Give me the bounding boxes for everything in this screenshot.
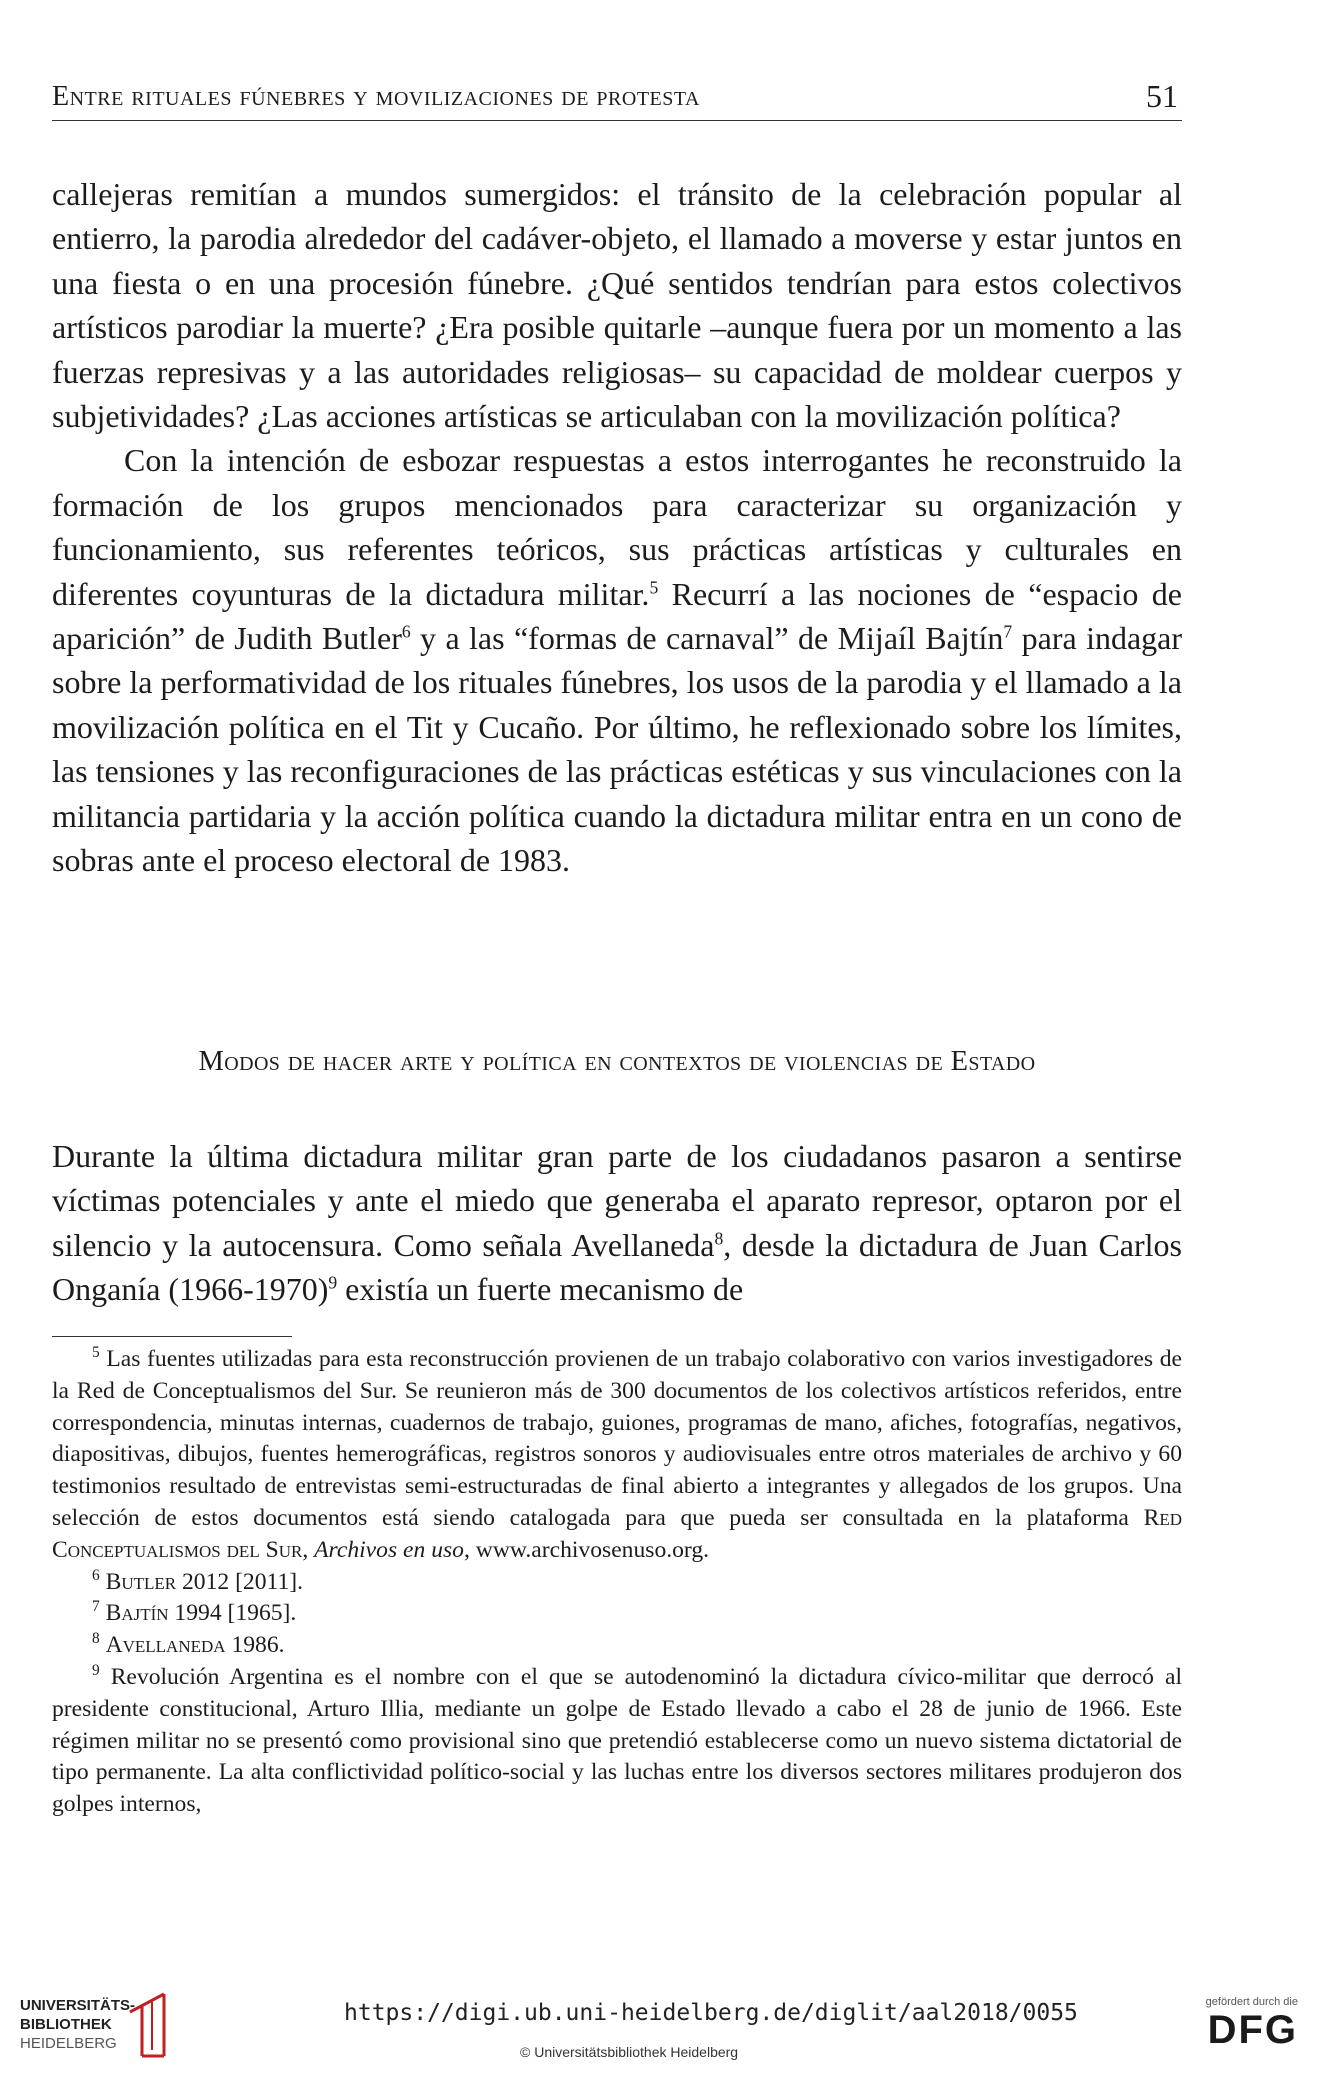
paragraph-2: Con la intención de esbozar respuestas a estos interrogantes he reconstruido la formación de los grupos mencionados para caracterizar su organización y funcionamiento, sus referentes teóricos, sus prácticas artísticas y culturales en diferentes coyunturas de la dictadura militar.$^5$ Recurrí a las nociones de “espacio de aparición” de Judith Butler$^6$ y a las “formas de carnaval” de Mijaíl Bajtín$^7$ para indagar sobre la performatividad de los rituales fúnebres, los usos de la parodia y el llamado a la movilización política en el Tit y Cucaño. Por último, he reflexionado sobre los límites, las tensiones y las reconfiguraciones de las prácticas estéticas y sus vinculaciones con la militancia partidaria y la acción política cuando la dictadura militar entra en un cono de sobras ante el proceso electoral de 1983. — [52, 442, 1183, 879]
footnote-5: $^5$ Las fuentes utilizadas para esta reconstrucción provienen de un trabajo colaborativo con varios investigadores de la Red de Conceptualismos del Sur. Se reunieron más de 300 documentos de los colectivos artísticos referidos, entre correspondencia, minutas internas, cuadernos de trabajo, guiones, programas de mano, afiches, fotografías, negativos, diapositivas, dibujos, fuentes hemerográficas, registros sonoros y audiovisuales entre otros materiales de archivo y 60 testimonios resultado de entrevistas semi-estructuradas de final abierto a integrantes y allegados de los grupos. Una selección de estos documentos está siendo catalogada para que pueda ser consultada en la plataforma Red Conceptualismos del Sur, Archivos en uso, www.archivosenuso.org. — [52, 1344, 1182, 1563]
paragraph-1: callejeras remitían a mundos sumergidos: el tránsito de la celebración popular al entierro, la parodia alrededor del cadáver-objeto, el llamado a moverse y estar juntos en una fiesta o en una procesión fúnebre. ¿Qué sentidos tendrían para estos colectivos artísticos parodiar la muerte? ¿Era posible quitarle –aunque fuera por un momento a las fuerzas represivas y a las autoridades religiosas– su capacidad de moldear cuerpos y subjetividades? ¿Las acciones artísticas se articulaban con la movilización política? — [52, 176, 1182, 435]
digitization-footer — [0, 1960, 1322, 2085]
footnote-ref-9[interactable]: 9 — [328, 1272, 338, 1293]
running-header — [52, 74, 1182, 121]
funder-block[interactable] — [1178, 1996, 1298, 2052]
section-heading: Modos de hacer arte y política en contextos de violencias de Estado — [198, 1046, 1036, 1077]
funder-label: gefördert durch die — [1205, 1996, 1298, 2008]
copyright-notice: © Universitätsbibliothek Heidelberg — [520, 2044, 739, 2060]
footnote-ref-6[interactable]: 6 — [401, 621, 411, 642]
footnote-divider — [52, 1336, 292, 1337]
body-text-upper — [52, 172, 1182, 883]
body-text-lower — [52, 1134, 1182, 1312]
paragraph-3: Durante la última dictadura militar gran parte de los ciudadanos pasaron a sentirse víctimas potenciales y ante el miedo que generaba el aparato represor, optaron por el silencio y la autocensura. Como señala Avellaneda$^8$, desde la dictadura de Juan Carlos Onganía (1966-1970)$^9$ existía un fuerte mecanismo de — [52, 1138, 1183, 1308]
footnote-ref-7[interactable]: 7 — [1003, 621, 1013, 642]
running-header-title: Entre rituales fúnebres y movilizaciones de protesta — [52, 81, 700, 112]
dfg-logo: DFG — [1207, 2008, 1298, 2052]
library-logo[interactable]: UNIVERSITÄTS- BIBLIOTHEK HEIDELBERG — [20, 1997, 136, 2052]
footnote-7: $^7$ Bajtín 1994 [1965]. — [92, 1598, 297, 1627]
footnote-ref-8[interactable]: 8 — [714, 1228, 724, 1249]
footnote-6: $^6$ Butler 2012 [2011]. — [92, 1566, 304, 1595]
page-number: 51 — [1146, 78, 1178, 114]
footnotes — [52, 1344, 1182, 1821]
footnote-9: $^9$ Revolución Argentina es el nombre con el que se autodenominó la dictadura cívico-militar que derrocó al presidente constitucional, Arturo Illia, mediante un golpe de Estado llevado a cabo el 28 de junio de 1966. Este régimen militar no se presentó como provisional sino que pretendió establecerse como un nuevo sistema dictatorial de tipo permanente. La alta conflictividad político-social y las luchas entre los diversos sectores militares produjeron dos golpes internos, — [52, 1662, 1183, 1818]
footnote-8: $^8$ Avellaneda 1986. — [92, 1630, 285, 1659]
library-emblem-icon — [124, 1990, 184, 2060]
footnote-ref-5[interactable]: 5 — [649, 577, 659, 597]
permalink-url[interactable]: https://digi.ub.uni-heidelberg.de/diglit/aal2018/0055 — [344, 2000, 1078, 2026]
